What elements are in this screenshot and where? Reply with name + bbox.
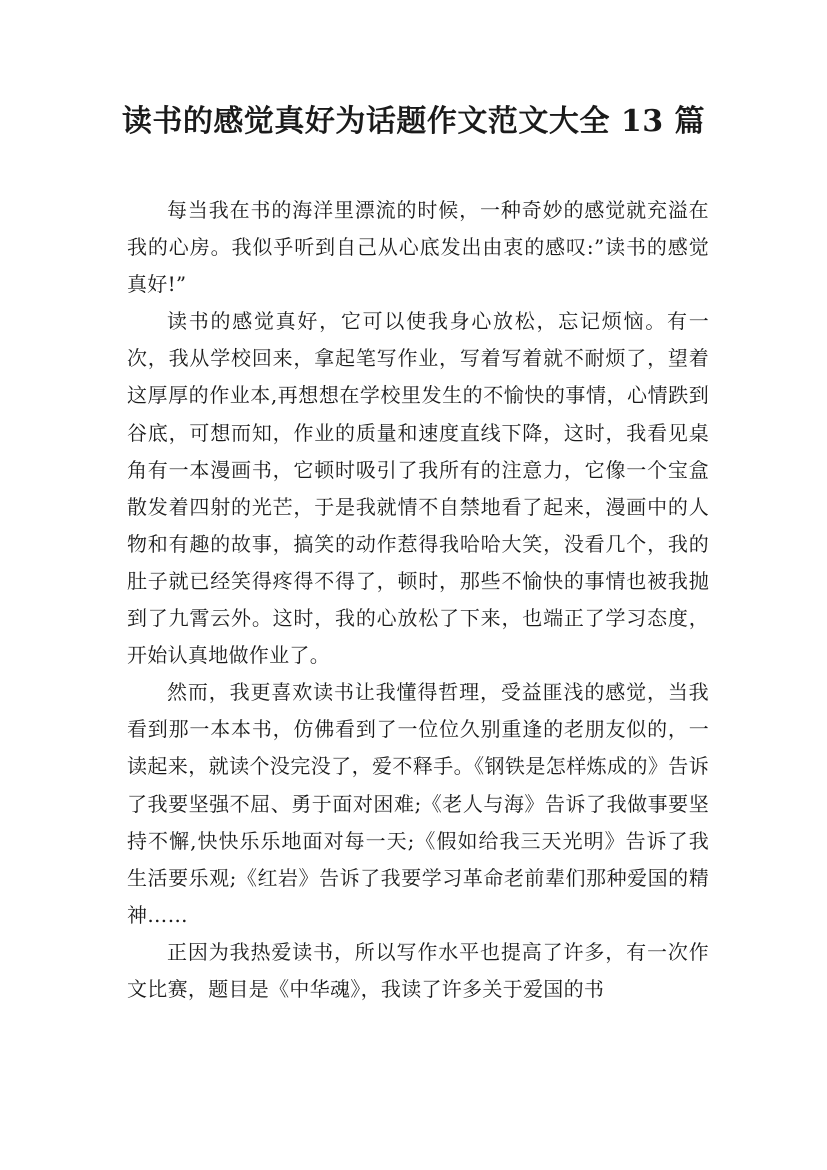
paragraph-2: 读书的感觉真好，它可以使我身心放松，忘记烦恼。有一次，我从学校回来，拿起笔写作业，写着写着就不耐烦了，望着这厚厚的作业本,再想想在学校里发生的不愉快的事情，心情跌到谷底，可想而知，作业的质量和速度直线下降，这时，我看见桌角有一本漫画书，它顿时吸引了我所有的注意力，它像一个宝盒散发着四射的光芒，于是我就情不自禁地看了起来，漫画中的人物和有趣的故事，搞笑的动作惹得我哈哈大笑，没看几个，我的肚子就已经笑得疼得不得了，顿时，那些不愉快的事情也被我抛到了九霄云外。这时，我的心放松了下来，也端正了学习态度，开始认真地做作业了。	[127, 309, 709, 668]
paragraph-1: 每当我在书的海洋里漂流的时候，一种奇妙的感觉就充溢在我的心房。我似乎听到自己从心底发出由衷的感叹:”读书的感觉真好!”	[127, 198, 709, 297]
document-body	[127, 192, 709, 1008]
paragraph-3: 然而，我更喜欢读书让我懂得哲理，受益匪浅的感觉，当我看到那一本本书，仿佛看到了一位位久别重逢的老朋友似的，一读起来，就读个没完没了，爱不释手。《钢铁是怎样炼成的》告诉了我要坚强不屈、勇于面对困难;《老人与海》告诉了我做事要坚持不懈,快快乐乐地面对每一天;《假如给我三天光明》告诉了我生活要乐观;《红岩》告诉了我要学习革命老前辈们那种爱国的精神……	[127, 680, 709, 927]
document-title: 读书的感觉真好为话题作文范文大全 13 篇	[121, 104, 706, 139]
paragraph-4: 正因为我热爱读书，所以写作水平也提高了许多，有一次作文比赛，题目是《中华魂》，我读了许多关于爱国的书	[127, 939, 709, 1001]
